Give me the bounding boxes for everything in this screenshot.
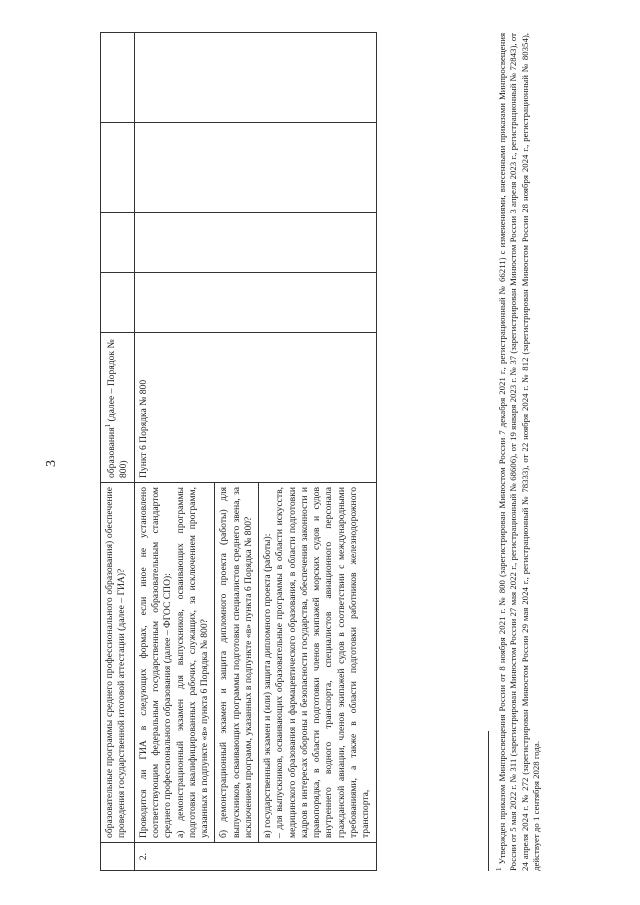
footnote-mark: 1 <box>495 867 503 871</box>
row-number: 2. <box>134 843 376 871</box>
answer-prefix: образования <box>106 427 118 478</box>
empty-cell <box>134 273 376 333</box>
empty-cell <box>101 273 135 333</box>
row-number <box>101 843 135 871</box>
empty-cell <box>134 213 376 273</box>
answer-suffix: (далее – Порядок № 800) <box>106 339 130 478</box>
empty-cell <box>134 33 376 123</box>
question-item-c-body: – для выпускников, осваивающих образовательные программы в области искусств, медицинского образования и фармацевтического образования, в области подготовки кадров в интересах обороны и безопасности государства, обеспечения законности и правопорядка, в области подготовки членов экипажей морских судов и судов внутреннего водного транспорта, специалистов авиационного персонала гражданской авиации, членов экипажей судов в соответствии с международными требованиями, а также в области подготовки работников железнодорожного транспорта, <box>274 487 372 838</box>
question-cell: образовательные программы среднего профессионального образования) обеспечение проведения государственной итоговой аттестации (далее – ГИА)? <box>101 483 135 843</box>
question-intro: Проводится ли ГИА в следующих формах, если иное не установлено соответствующим федеральным государственным образовательным стандартом среднего профессионального образования (далее – ФГОС СПО): <box>137 487 174 838</box>
question-item-a: а) демонстрационный экзамен для выпускников, осваивающих программы подготовки квалифицированных рабочих, служащих, за исключением программ, указанных в подпункте «в» пункта 6 Порядка № 800? <box>174 487 211 838</box>
empty-cell <box>101 33 135 123</box>
empty-cell <box>101 213 135 273</box>
table-row <box>134 33 376 871</box>
answer-cell <box>101 333 135 483</box>
page-number: 3 <box>44 460 59 467</box>
footnote-text: Утвержден приказом Минпросвещения России от 8 ноября 2021 г. № 800 (зарегистрирован Минюстом России 7 декабря 2021 г., регистрационный № 66211) с изменениями, внесенными приказами Минпросвещения России от 5 мая 2022 г. № 311 (зарегистрирован Минюстом России 27 мая 2022 г., регистрационный № 68606), от 19 января 2023 г. № 37 (зарегистрирован Минюстом России 3 апреля 2023 г., регистрационный № 72843), от 24 апреля 2024 г. № 272 (зарегистрирован Минюстом России 29 мая 2024 г., регистрационный № 78333), от 22 ноября 2024 г. № 812 (зарегистрирован Минюстом России 28 ноября 2024 г., регистрационный № 80354), действует до 1 сентября 2028 года. <box>496 33 542 871</box>
question-cell <box>134 483 376 843</box>
rotated-page <box>40 33 600 871</box>
question-item-c-title: в) государственный экзамен и (или) защита дипломного проекта (работы): <box>258 483 274 842</box>
empty-cell <box>134 123 376 213</box>
footnote <box>495 33 543 871</box>
footnote-divider <box>488 731 489 871</box>
footnote-reference: 1 <box>104 423 112 428</box>
answer-cell: Пункт 6 Порядка № 800 <box>134 333 376 483</box>
empty-cell <box>101 123 135 213</box>
table-row <box>101 33 135 871</box>
question-item-b: б) демонстрационный экзамен и защита дипломного проекта (работы) для выпускников, осваивающих программы подготовки специалистов среднего звена, за исключением программ, указанных в подпункте «в» пункта 6 Порядка № 800? <box>214 483 255 842</box>
checklist-table <box>100 32 377 871</box>
